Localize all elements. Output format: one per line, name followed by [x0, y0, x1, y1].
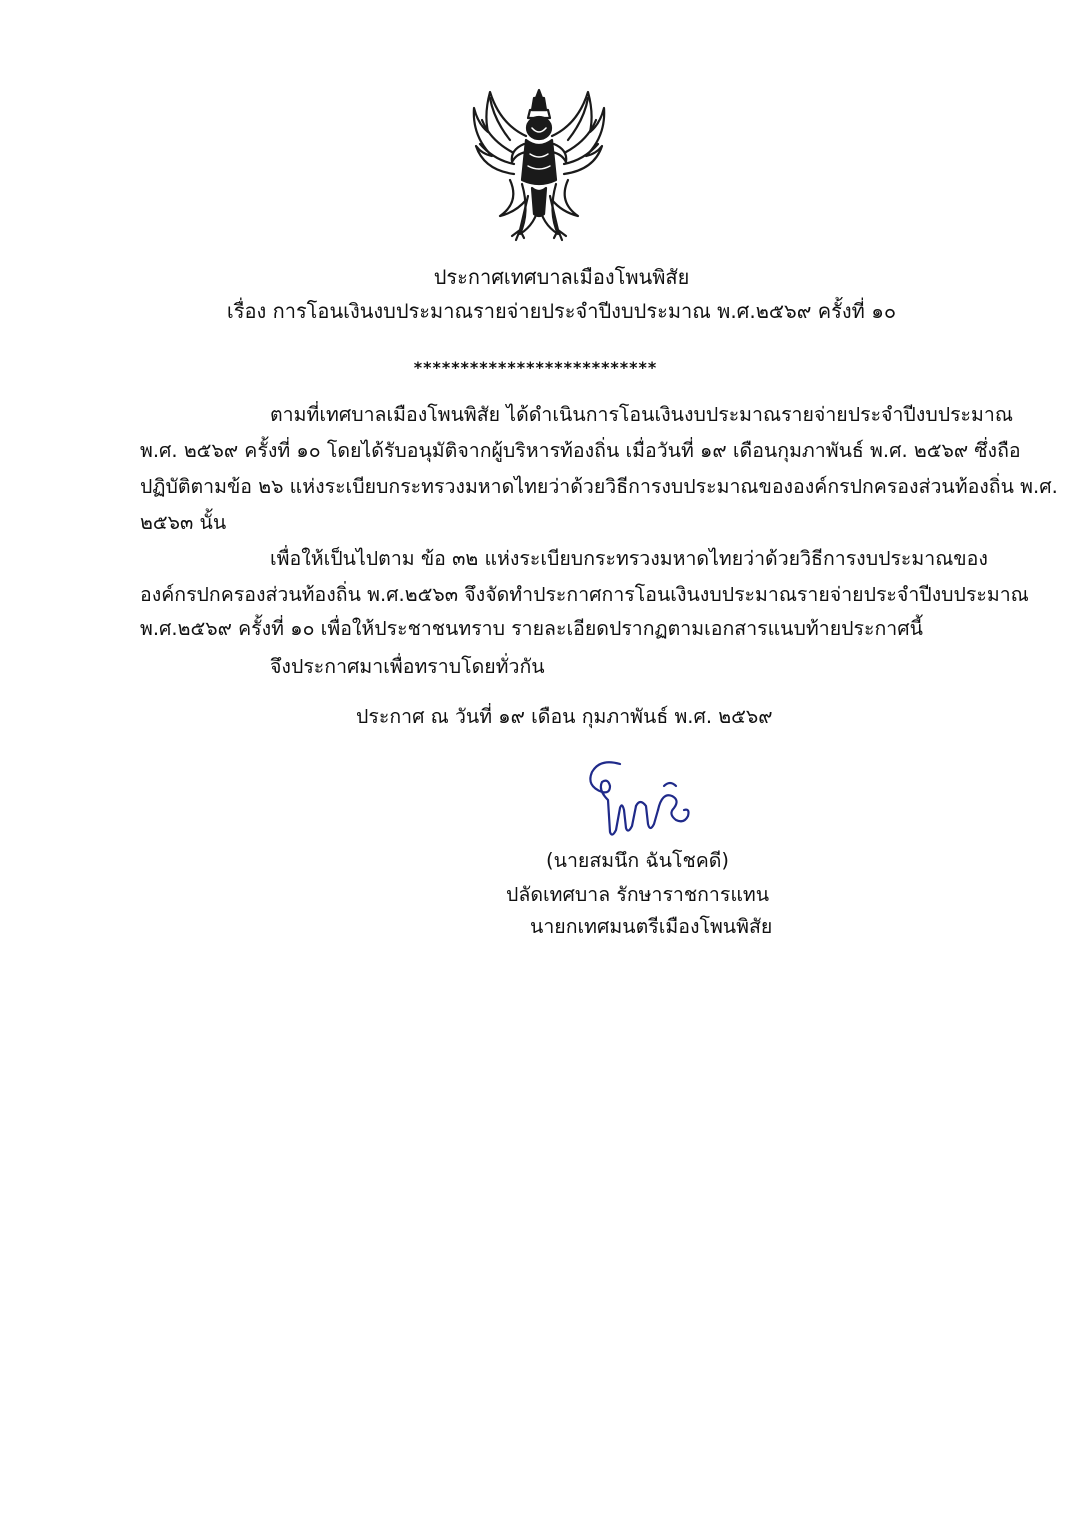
- date-line: ประกาศ ณ วันที่ ๑๙ เดือน กุมภาพันธ์ พ.ศ. ๒๕๖๙: [356, 705, 773, 728]
- signatory-name: (นายสมนึก ฉันโชคดี): [546, 849, 730, 872]
- body-paragraph-2-line-2: องค์กรปกครองส่วนท้องถิ่น พ.ศ.๒๕๖๓ จึงจัดทำประกาศการโอนเงินงบประมาณรายจ่ายประจำปีงบประมาณ: [140, 583, 1029, 606]
- body-paragraph-1-line-4: ๒๕๖๓ นั้น: [140, 511, 227, 534]
- body-paragraph-2-line-3: พ.ศ.๒๕๖๙ ครั้งที่ ๑๐ เพื่อให้ประชาชนทราบ รายละเอียดปรากฏตามเอกสารแนบท้ายประกาศนี้: [140, 617, 923, 640]
- body-paragraph-1-line-3: ปฏิบัติตามข้อ ๒๖ แห่งระเบียบกระทรวงมหาดไทยว่าด้วยวิธีการงบประมาณขององค์กรปกครองส่วนท้องถิ่น พ.ศ.: [140, 475, 1058, 498]
- separator-stars: **************************: [413, 358, 658, 377]
- body-paragraph-1-line-2: พ.ศ. ๒๕๖๙ ครั้งที่ ๑๐ โดยได้รับอนุมัติจากผู้บริหารท้องถิ่น เมื่อวันที่ ๑๙ เดือนกุมภาพันธ์ พ.ศ. ๒๕๖๙ ซึ่งถือ: [140, 439, 1021, 462]
- announcement-title: ประกาศเทศบาลเมืองโพนพิสัย: [433, 265, 690, 289]
- garuda-emblem-icon: [470, 84, 608, 246]
- signatory-position-2: นายกเทศมนตรีเมืองโพนพิสัย: [530, 915, 773, 938]
- closing-line: จึงประกาศมาเพื่อทราบโดยทั่วกัน: [270, 655, 545, 678]
- body-paragraph-1-line-1: ตามที่เทศบาลเมืองโพนพิสัย ได้ดำเนินการโอนเงินงบประมาณรายจ่ายประจำปีงบประมาณ: [270, 403, 1013, 426]
- handwritten-signature: [580, 752, 710, 842]
- body-paragraph-2-line-1: เพื่อให้เป็นไปตาม ข้อ ๓๒ แห่งระเบียบกระทรวงมหาดไทยว่าด้วยวิธีการงบประมาณของ: [270, 547, 988, 570]
- signatory-position-1: ปลัดเทศบาล รักษาราชการแทน: [506, 883, 770, 906]
- announcement-subject: เรื่อง การโอนเงินงบประมาณรายจ่ายประจำปีงบประมาณ พ.ศ.๒๕๖๙ ครั้งที่ ๑๐: [226, 299, 897, 323]
